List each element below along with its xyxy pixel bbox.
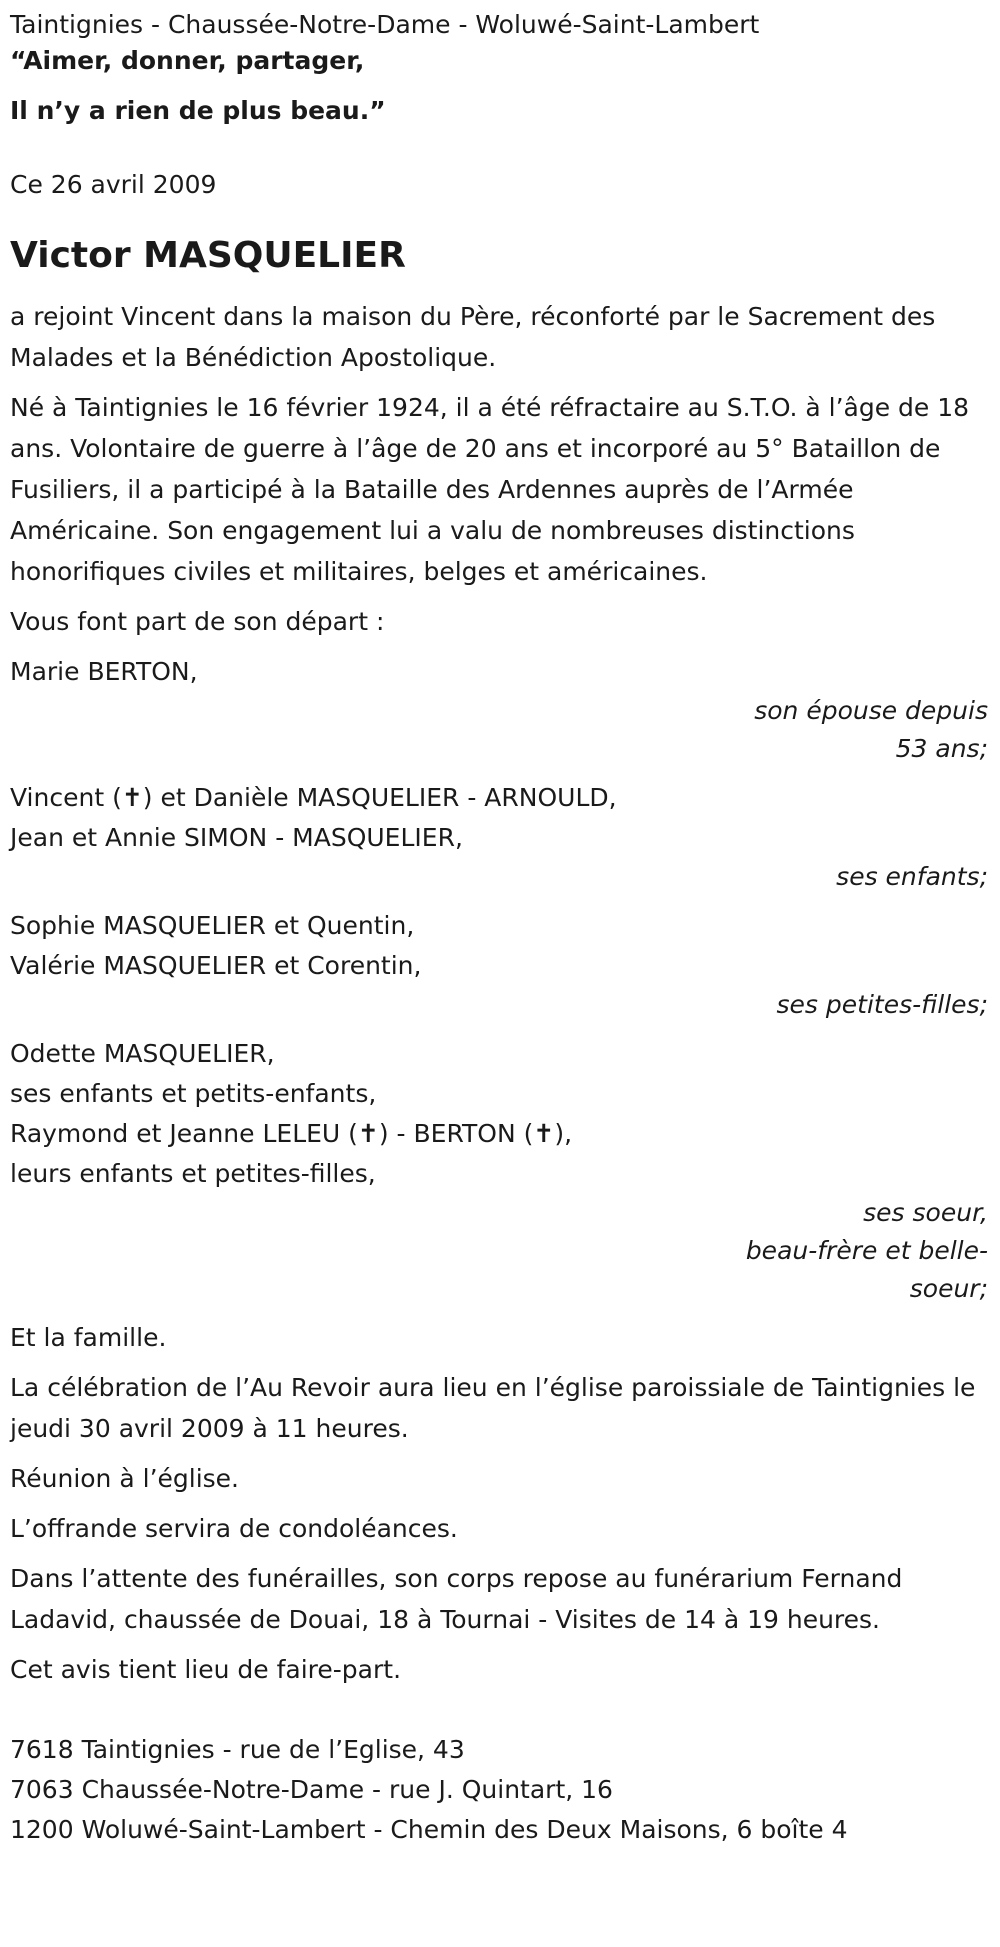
sibling-name: leurs enfants et petites-filles, bbox=[10, 1159, 376, 1188]
grandchildren-name: Valérie MASQUELIER et Corentin, bbox=[10, 951, 422, 980]
address-line: 1200 Woluwé-Saint-Lambert - Chemin des Deux Maisons, 6 boîte 4 bbox=[10, 1815, 848, 1844]
quote-line-1: “Aimer, donner, partager, bbox=[10, 46, 365, 75]
locations-header: Taintignies - Chaussée-Notre-Dame - Woluwé-Saint-Lambert bbox=[10, 10, 760, 39]
notice-line: Cet avis tient lieu de faire-part. bbox=[10, 1655, 402, 1684]
sibling-name: Odette MASQUELIER, bbox=[10, 1039, 275, 1068]
siblings-role-line: beau-frère et belle- bbox=[745, 1236, 988, 1265]
quote-line-2: Il n’y a rien de plus beau.” bbox=[10, 96, 386, 125]
offering-note: L’offrande servira de condoléances. bbox=[10, 1514, 458, 1543]
and-family-line: Et la famille. bbox=[10, 1323, 167, 1352]
celebration-details: La célébration de l’Au Revoir aura lieu en l’église paroissiale de Taintignies le jeudi 30 avril 2009 à 11 heures. bbox=[10, 1373, 976, 1443]
address-line: 7063 Chaussée-Notre-Dame - rue J. Quintart, 16 bbox=[10, 1775, 613, 1804]
deceased-name: Victor MASQUELIER bbox=[10, 235, 406, 276]
spouse-name: Marie BERTON, bbox=[10, 657, 198, 686]
children-role-line: ses enfants; bbox=[836, 862, 988, 891]
biography-paragraph: Né à Taintignies le 16 février 1924, il a été réfractaire au S.T.O. à l’âge de 18 ans. Volontaire de guerre à l’âge de 20 ans et incorporé au 5° Bataillon de Fusiliers, il a participé à la Bataille des Ardennes auprès de l’Armée Américaine. Son engagement lui a valu de nombreuses distinctions honorifiques civiles et militaires, belges et américaines. bbox=[10, 393, 970, 586]
siblings-role-line: soeur; bbox=[909, 1274, 988, 1303]
children-name: Jean et Annie SIMON - MASQUELIER, bbox=[10, 823, 463, 852]
sibling-name: ses enfants et petits-enfants, bbox=[10, 1079, 377, 1108]
grandchildren-role bbox=[10, 986, 990, 1024]
children-name: Vincent (✝) et Danièle MASQUELIER - ARNOULD, bbox=[10, 783, 617, 812]
address-list bbox=[10, 1730, 990, 1850]
siblings-role bbox=[10, 1194, 990, 1308]
announcement-date: Ce 26 avril 2009 bbox=[10, 170, 217, 199]
meeting-place: Réunion à l’église. bbox=[10, 1464, 240, 1493]
funerarium-details: Dans l’attente des funérailles, son corps repose au funérarium Fernand Ladavid, chaussée de Douai, 18 à Tournai - Visites de 14 à 19 heures. bbox=[10, 1564, 903, 1634]
intro-paragraph: a rejoint Vincent dans la maison du Père, réconforté par le Sacrement des Malades et la Bénédiction Apostolique. bbox=[10, 302, 936, 372]
spouse-role bbox=[10, 692, 990, 768]
spouse-role-line: son épouse depuis bbox=[754, 696, 988, 725]
sibling-name: Raymond et Jeanne LELEU (✝) - BERTON (✝), bbox=[10, 1119, 573, 1148]
grandchildren-name: Sophie MASQUELIER et Quentin, bbox=[10, 911, 415, 940]
spouse-role-line: 53 ans; bbox=[895, 734, 988, 763]
siblings-role-line: ses soeur, bbox=[863, 1198, 988, 1227]
announcement-line: Vous font part de son départ : bbox=[10, 607, 385, 636]
grandchildren-role-line: ses petites-filles; bbox=[776, 990, 988, 1019]
children-role bbox=[10, 858, 990, 896]
address-line: 7618 Taintignies - rue de l’Eglise, 43 bbox=[10, 1735, 465, 1764]
